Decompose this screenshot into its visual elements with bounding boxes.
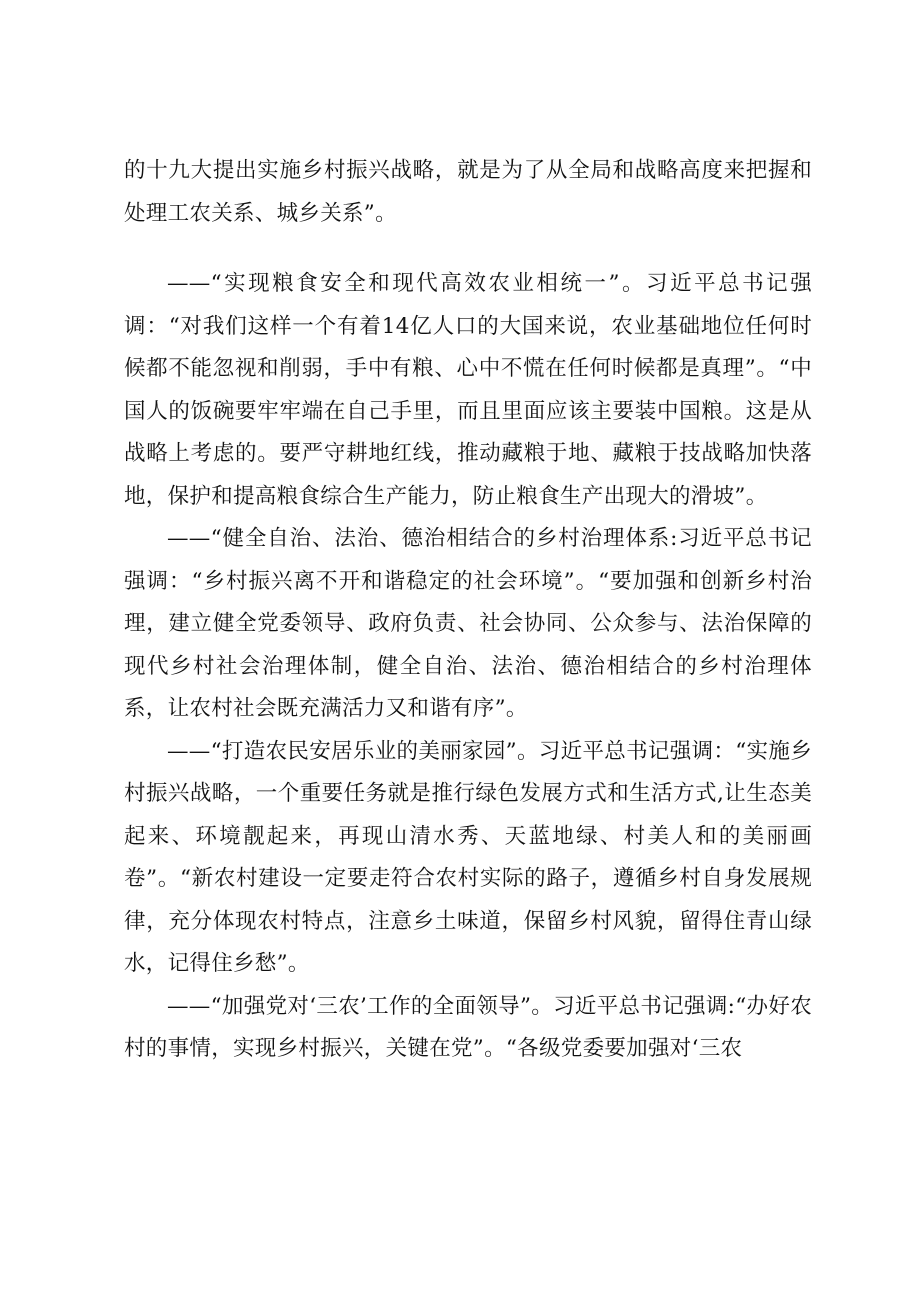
paragraph-food-security: ——“实现粮食安全和现代高效农业相统一”。习近平总书记强调：“对我们这样一个有着14亿人口的大国来说，农业基础地位任何时候都不能忽视和削弱，手中有粮、心中不慌在任何时候都是真理”。“中国人的饭碗要牢牢端在自己手里，而且里面应该主要装中国粮。这是从战略上考虑的。要严守耕地红线，推动藏粮于地、藏粮于技战略加快落地，保护和提高粮食综合生产能力，防止粮食生产出现大的滑坡”。 — [124, 271, 812, 509]
document-body — [124, 150, 812, 1071]
paragraph-continuation: 的十九大提出实施乡村振兴战略，就是为了从全局和战略高度来把握和处理工农关系、城乡关系”。 — [124, 158, 812, 226]
paragraph-party-leadership: ——“加强党对‘三农’工作的全面领导”。习近平总书记强调:“办好农村的事情，实现乡村振兴，关键在党”。“各级党委要加强对‘三农 — [124, 993, 812, 1061]
paragraph-gap — [124, 235, 812, 263]
paragraph-rural-governance: ——“健全自治、法治、德治相结合的乡村治理体系:习近平总书记强调：“乡村振兴离不开和谐稳定的社会环境”。“要加强和创新乡村治理，建立健全党委领导、政府负责、社会协同、公众参与、法治保障的现代乡村社会治理体制，健全自治、法治、德治相结合的乡村治理体系，让农村社会既充满活力又和谐有序”。 — [124, 526, 812, 721]
paragraph-beautiful-homeland: ——“打造农民安居乐业的美丽家园”。习近平总书记强调：“实施乡村振兴战略，一个重要任务就是推行绿色发展方式和生活方式,让生态美起来、环境靓起来，再现山清水秀、天蓝地绿、村美人和的美丽画卷”。“新农村建设一定要走符合农村实际的路子，遵循乡村自身发展规律，充分体现农村特点，注意乡土味道，保留乡村风貌，留得住青山绿水，记得住乡愁”。 — [124, 738, 812, 976]
